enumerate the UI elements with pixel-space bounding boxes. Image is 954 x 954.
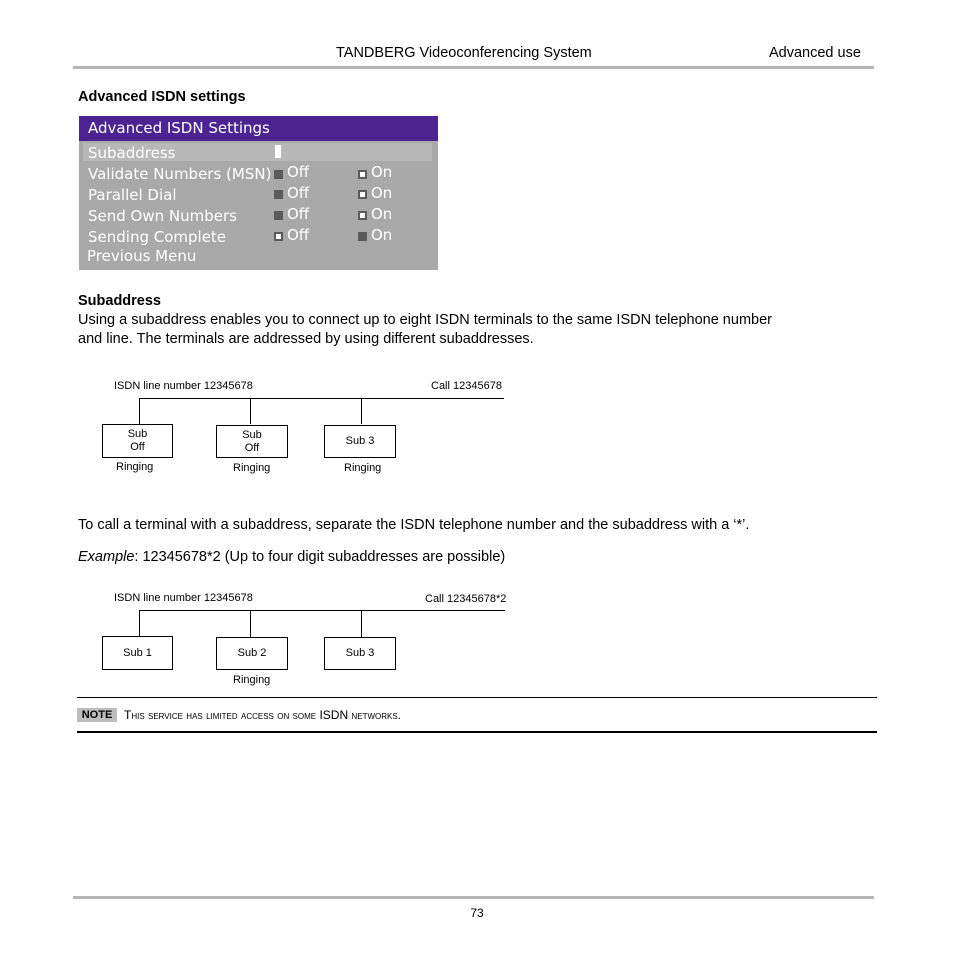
diagram1-bus-line — [139, 398, 504, 399]
menu-item-validate-numbers[interactable]: Validate Numbers (MSN) — [88, 165, 272, 183]
subaddress-heading: Subaddress — [78, 293, 161, 309]
terminal-label: Sub 3 — [345, 435, 375, 447]
send-own-numbers-on-label: On — [371, 205, 393, 223]
diagram1-line-label: ISDN line number 12345678 — [114, 380, 253, 392]
menu-item-subaddress[interactable]: Subaddress — [88, 144, 176, 162]
validate-numbers-on-label: On — [371, 163, 393, 181]
section-name: Advanced use — [769, 45, 861, 61]
example-text: : 12345678*2 (Up to four digit subaddresses are possible) — [134, 549, 506, 565]
sending-complete-off-radio[interactable] — [274, 232, 283, 241]
terminal-state: Off — [130, 441, 145, 453]
note-badge: NOTE — [77, 708, 117, 722]
header-rule — [73, 66, 874, 69]
terminal-label: Sub 2 — [237, 647, 267, 659]
isdn-settings-menu — [79, 116, 438, 270]
diagram2-drop-line — [361, 610, 362, 637]
diagram1-terminal-box — [216, 425, 288, 458]
diagram2-terminal-box — [102, 636, 173, 670]
terminal-label: Sub 1 — [123, 646, 152, 659]
footer-rule — [73, 896, 874, 899]
diagram2-terminal-box — [324, 637, 396, 670]
validate-numbers-on-radio[interactable] — [358, 170, 367, 179]
diagram1-drop-line — [139, 398, 140, 424]
diagram1-terminal-status: Ringing — [116, 461, 154, 473]
diagram1-drop-line — [250, 398, 251, 424]
terminal-label: Sub — [127, 428, 148, 440]
parallel-dial-off-label: Off — [287, 184, 310, 202]
parallel-dial-on-radio[interactable] — [358, 190, 367, 199]
diagram2-bus-line — [139, 610, 505, 611]
diagram1-call-label: Call 12345678 — [431, 380, 502, 392]
menu-item-previous-menu[interactable]: Previous Menu — [87, 247, 197, 265]
menu-title-bar — [79, 116, 438, 141]
menu-item-parallel-dial[interactable]: Parallel Dial — [88, 186, 177, 204]
diagram1-terminal-status: Ringing — [344, 462, 382, 474]
send-own-numbers-off-label: Off — [287, 205, 310, 223]
diagram2-line-label: ISDN line number 12345678 — [114, 592, 253, 604]
note-top-rule — [77, 697, 877, 698]
page-number: 73 — [470, 906, 484, 920]
note-bottom-rule — [77, 731, 877, 733]
subaddress-description-line1: Using a subaddress enables you to connect up to eight ISDN terminals to the same ISDN telephone number — [78, 312, 772, 328]
section-heading: Advanced ISDN settings — [78, 89, 246, 105]
validate-numbers-off-label: Off — [287, 163, 310, 181]
menu-title: Advanced ISDN Settings — [88, 119, 270, 137]
diagram1-terminal-box — [102, 424, 173, 458]
diagram2-call-label: Call 12345678*2 — [425, 593, 507, 605]
parallel-dial-on-label: On — [371, 184, 393, 202]
validate-numbers-off-radio[interactable] — [274, 170, 283, 179]
subaddress-description-line2: and line. The terminals are addressed by using different subaddresses. — [78, 331, 534, 347]
sending-complete-on-label: On — [371, 226, 393, 244]
diagram1-drop-line — [361, 398, 362, 424]
note-text: This service has limited access on some ISDN networks. — [124, 708, 402, 722]
diagram2-terminal-box — [216, 637, 288, 670]
sending-complete-on-radio[interactable] — [358, 232, 367, 241]
terminal-state: Off — [244, 441, 260, 454]
diagram1-terminal-box — [324, 425, 396, 458]
diagram2-terminal-status: Ringing — [233, 674, 271, 686]
terminal-label: Sub 3 — [345, 647, 375, 659]
diagram2-drop-line — [139, 610, 140, 636]
subaddress-text-cursor — [275, 145, 281, 158]
example-label: Example — [78, 549, 135, 565]
send-own-numbers-on-radio[interactable] — [358, 211, 367, 220]
menu-item-send-own-numbers[interactable]: Send Own Numbers — [88, 207, 237, 225]
example-line — [78, 548, 505, 567]
sending-complete-off-label: Off — [287, 226, 310, 244]
parallel-dial-off-radio[interactable] — [274, 190, 283, 199]
menu-item-sending-complete[interactable]: Sending Complete — [88, 228, 227, 246]
terminal-label: Sub — [242, 428, 262, 441]
diagram1-terminal-status: Ringing — [233, 462, 271, 474]
diagram2-drop-line — [250, 610, 251, 637]
send-own-numbers-off-radio[interactable] — [274, 211, 283, 220]
call-instruction: To call a terminal with a subaddress, separate the ISDN telephone number and the subaddress with a ‘*’. — [78, 517, 750, 533]
document-title: TANDBERG Videoconferencing System — [336, 45, 592, 61]
